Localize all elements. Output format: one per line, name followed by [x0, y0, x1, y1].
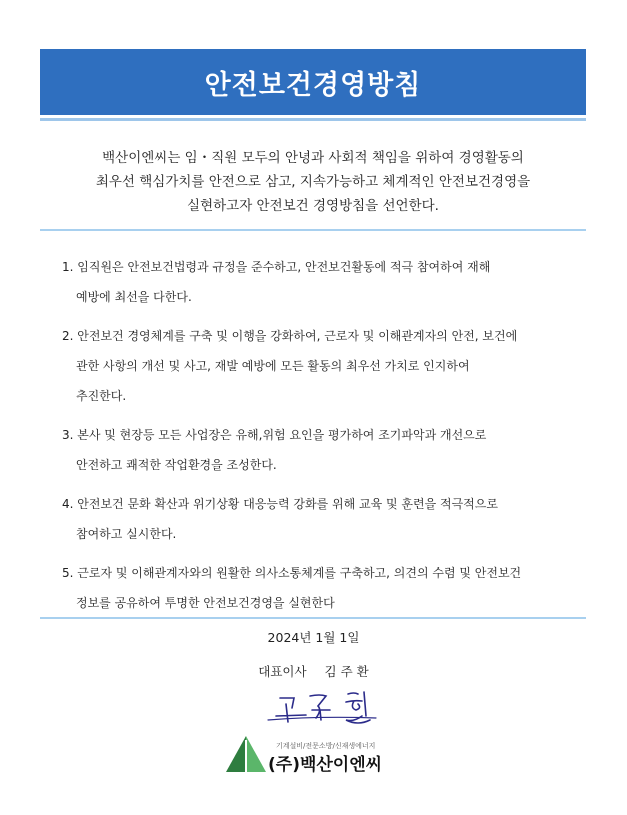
policy-line: 3. 본사 및 현장등 모든 사업장은 유해,위험 요인을 평가하여 조기파악과 개선으로 [62, 428, 487, 442]
title-banner [40, 49, 586, 115]
policy-item-5 [62, 558, 582, 618]
policy-list [62, 252, 582, 618]
intro-line: 실현하고자 안전보건 경영방침을 선언한다. [187, 198, 439, 214]
intro-line: 백산이엔씨는 임・직원 모두의 안녕과 사회적 책임을 위하여 경영활동의 [102, 150, 524, 166]
triangle-logo-icon [224, 734, 268, 774]
policy-item-1 [62, 252, 582, 312]
policy-line: 5. 근로자 및 이해관계자와의 원활한 의사소통체계를 구축하고, 의견의 수렴 및 안전보건 [62, 566, 522, 580]
policy-line: 관한 사항의 개선 및 사고, 재발 예방에 모든 활동의 최우선 가치로 인지하여 [76, 359, 470, 373]
signature [258, 686, 388, 730]
policy-line: 1. 임직원은 안전보건법령과 규정을 준수하고, 안전보건활동에 적극 참여하여 재해 [62, 260, 491, 274]
policy-item-2 [62, 321, 582, 411]
policy-line: 4. 안전보건 문화 확산과 위기상황 대응능력 강화를 위해 교육 및 훈련을 적극적으로 [62, 497, 498, 511]
company-name: (주)백산이엔씨 [268, 755, 383, 775]
page-title: 안전보건경영방침 [204, 69, 422, 101]
ceo-name: 김 주 환 [324, 664, 369, 679]
policy-item-3 [62, 420, 582, 480]
company-tagline: 기계설비/전문소방/신재생에너지 [276, 742, 376, 750]
policy-line: 2. 안전보건 경영체계를 구축 및 이행을 강화하여, 근로자 및 이해관계자의 안전, 보건에 [62, 329, 518, 343]
divider-bottom [40, 617, 586, 619]
policy-line: 안전하고 쾌적한 작업환경을 조성한다. [76, 458, 277, 472]
policy-line: 참여하고 실시한다. [76, 527, 177, 541]
policy-line: 예방에 최선을 다한다. [76, 290, 192, 304]
policy-line: 정보를 공유하여 투명한 안전보건경영을 실현한다 [76, 596, 335, 610]
intro-line: 최우선 핵심가치를 안전으로 삼고, 지속가능하고 체계적인 안전보건경영을 [95, 174, 531, 190]
banner-underline [40, 118, 586, 121]
ceo-line [0, 662, 627, 680]
ceo-title: 대표이사 [258, 664, 307, 679]
divider-top [40, 229, 586, 231]
policy-line: 추진한다. [76, 389, 127, 403]
issue-date: 2024년 1월 1일 [267, 630, 360, 645]
policy-item-4 [62, 489, 582, 549]
intro-statement [40, 146, 586, 218]
